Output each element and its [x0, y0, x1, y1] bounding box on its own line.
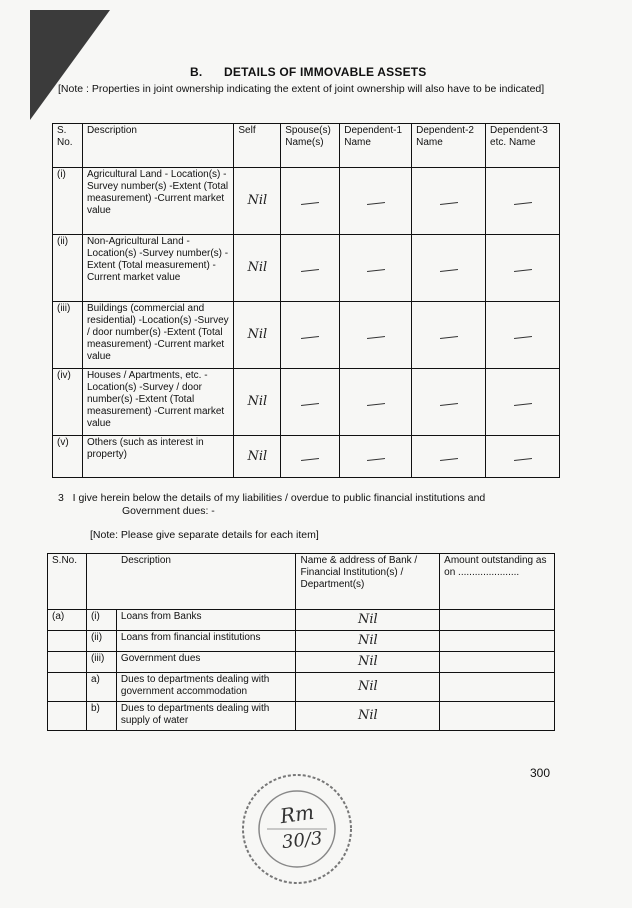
- dependent-3-dash: [486, 436, 560, 478]
- table-row: [53, 302, 560, 369]
- group-cell: [48, 631, 87, 652]
- row-description: Dues to departments dealing with supply of water: [116, 702, 296, 731]
- signature: Rm: [278, 799, 316, 829]
- self-value: Nil: [234, 168, 281, 235]
- bank-value: Nil: [296, 673, 440, 702]
- amount-cell: [440, 652, 555, 673]
- row-sno: (v): [53, 436, 83, 478]
- dash-mark: [514, 336, 532, 339]
- dash-mark: [367, 458, 385, 461]
- dependent-1-dash: [340, 168, 412, 235]
- dependent-2-dash: [412, 436, 486, 478]
- spouse-dash: [281, 369, 340, 436]
- spouse-dash: [281, 302, 340, 369]
- header-amount: Amount outstanding as on ......................: [440, 554, 555, 610]
- row-description: Non-Agricultural Land - Location(s) -Survey number(s) -Extent (Total measurement) -Current market value: [82, 235, 233, 302]
- table-header-row: [53, 124, 560, 168]
- dash-mark: [440, 336, 458, 339]
- row-sub: a): [86, 673, 116, 702]
- row-sno: (iv): [53, 369, 83, 436]
- dash-mark: [440, 403, 458, 406]
- row-sub: (ii): [86, 631, 116, 652]
- dependent-2-dash: [412, 235, 486, 302]
- self-value: Nil: [234, 436, 281, 478]
- table-row: [48, 702, 555, 731]
- dash-mark: [301, 269, 319, 272]
- spouse-dash: [281, 436, 340, 478]
- bank-value: Nil: [296, 610, 440, 631]
- dependent-1-dash: [340, 369, 412, 436]
- table-row: [48, 652, 555, 673]
- table-row: [48, 673, 555, 702]
- separate-details-note: [Note: Please give separate details for each item]: [90, 529, 319, 541]
- table-row: [53, 235, 560, 302]
- table-row: [53, 369, 560, 436]
- bank-value: Nil: [296, 702, 440, 731]
- dash-mark: [514, 202, 532, 205]
- dash-mark: [440, 458, 458, 461]
- header-description: Description: [82, 124, 233, 168]
- dependent-3-dash: [486, 235, 560, 302]
- group-cell: [48, 702, 87, 731]
- header-self: Self: [234, 124, 281, 168]
- amount-cell: [440, 673, 555, 702]
- spouse-dash: [281, 168, 340, 235]
- row-sno: (ii): [53, 235, 83, 302]
- statement-text: I give herein below the details of my liabilities / overdue to public financial institutions and: [72, 492, 486, 504]
- dependent-1-dash: [340, 436, 412, 478]
- row-description: Agricultural Land - Location(s) -Survey number(s) -Extent (Total measurement) -Current market value: [82, 168, 233, 235]
- dash-mark: [367, 269, 385, 272]
- group-cell: [48, 652, 87, 673]
- header-dependent-2: Dependent-2 Name: [412, 124, 486, 168]
- header-spouse: Spouse(s) Name(s): [281, 124, 340, 168]
- group-label: (a): [48, 610, 87, 631]
- joint-ownership-note: [Note : Properties in joint ownership indicating the extent of joint ownership will also have to be indicated]: [58, 83, 545, 95]
- statement-line-1: [58, 492, 528, 505]
- row-description: Others (such as interest in property): [82, 436, 233, 478]
- row-description: Dues to departments dealing with government accommodation: [116, 673, 296, 702]
- row-description: Buildings (commercial and residential) -Location(s) -Survey / door number(s) -Extent (Total measurement) -Current market value: [82, 302, 233, 369]
- table-row: [48, 631, 555, 652]
- row-description: Loans from Banks: [116, 610, 296, 631]
- dash-mark: [440, 202, 458, 205]
- liabilities-statement: [58, 492, 528, 518]
- self-value: Nil: [234, 302, 281, 369]
- dash-mark: [514, 269, 532, 272]
- dependent-2-dash: [412, 168, 486, 235]
- dependent-2-dash: [412, 302, 486, 369]
- dash-mark: [367, 403, 385, 406]
- row-sno: (i): [53, 168, 83, 235]
- dependent-3-dash: [486, 302, 560, 369]
- header-bank: Name & address of Bank / Financial Institution(s) / Department(s): [296, 554, 440, 610]
- dash-mark: [367, 336, 385, 339]
- page-number: 300: [530, 766, 551, 780]
- amount-cell: [440, 702, 555, 731]
- liabilities-table: [47, 553, 555, 731]
- self-value: Nil: [234, 369, 281, 436]
- row-description: Houses / Apartments, etc. -Location(s) -Survey / door number(s) -Extent (Total measurement) -Current market value: [82, 369, 233, 436]
- dash-mark: [440, 269, 458, 272]
- statement-line-2: Government dues: -: [122, 505, 215, 517]
- signature-date: 30/3: [281, 827, 324, 854]
- dependent-2-dash: [412, 369, 486, 436]
- official-stamp: [232, 770, 362, 888]
- header-dependent-1: Dependent-1 Name: [340, 124, 412, 168]
- group-cell: [48, 673, 87, 702]
- row-sub: b): [86, 702, 116, 731]
- dash-mark: [514, 403, 532, 406]
- dependent-3-dash: [486, 168, 560, 235]
- dash-mark: [514, 458, 532, 461]
- table-row: [48, 610, 555, 631]
- bank-value: Nil: [296, 631, 440, 652]
- header-sno: S. No.: [53, 124, 83, 168]
- scan-corner-shadow: [30, 10, 110, 120]
- section-title: DETAILS OF IMMOVABLE ASSETS: [224, 65, 427, 79]
- dependent-1-dash: [340, 235, 412, 302]
- header-description: Description: [86, 554, 296, 610]
- amount-cell: [440, 631, 555, 652]
- dependent-3-dash: [486, 369, 560, 436]
- row-description: Loans from financial institutions: [116, 631, 296, 652]
- amount-cell: [440, 610, 555, 631]
- header-dependent-3: Dependent-3 etc. Name: [486, 124, 560, 168]
- section-heading: [190, 65, 427, 79]
- row-sno: (iii): [53, 302, 83, 369]
- dash-mark: [301, 336, 319, 339]
- dash-mark: [301, 403, 319, 406]
- item-number: 3: [58, 492, 64, 504]
- row-sub: (iii): [86, 652, 116, 673]
- header-sno: S.No.: [48, 554, 87, 610]
- table-row: [53, 168, 560, 235]
- table-header-row: [48, 554, 555, 610]
- bank-value: Nil: [296, 652, 440, 673]
- immovable-assets-table: [52, 123, 560, 478]
- row-sub: (i): [86, 610, 116, 631]
- spouse-dash: [281, 235, 340, 302]
- self-value: Nil: [234, 235, 281, 302]
- section-number: B.: [190, 65, 203, 79]
- table-row: [53, 436, 560, 478]
- dash-mark: [301, 458, 319, 461]
- dash-mark: [301, 202, 319, 205]
- row-description: Government dues: [116, 652, 296, 673]
- dash-mark: [367, 202, 385, 205]
- dependent-1-dash: [340, 302, 412, 369]
